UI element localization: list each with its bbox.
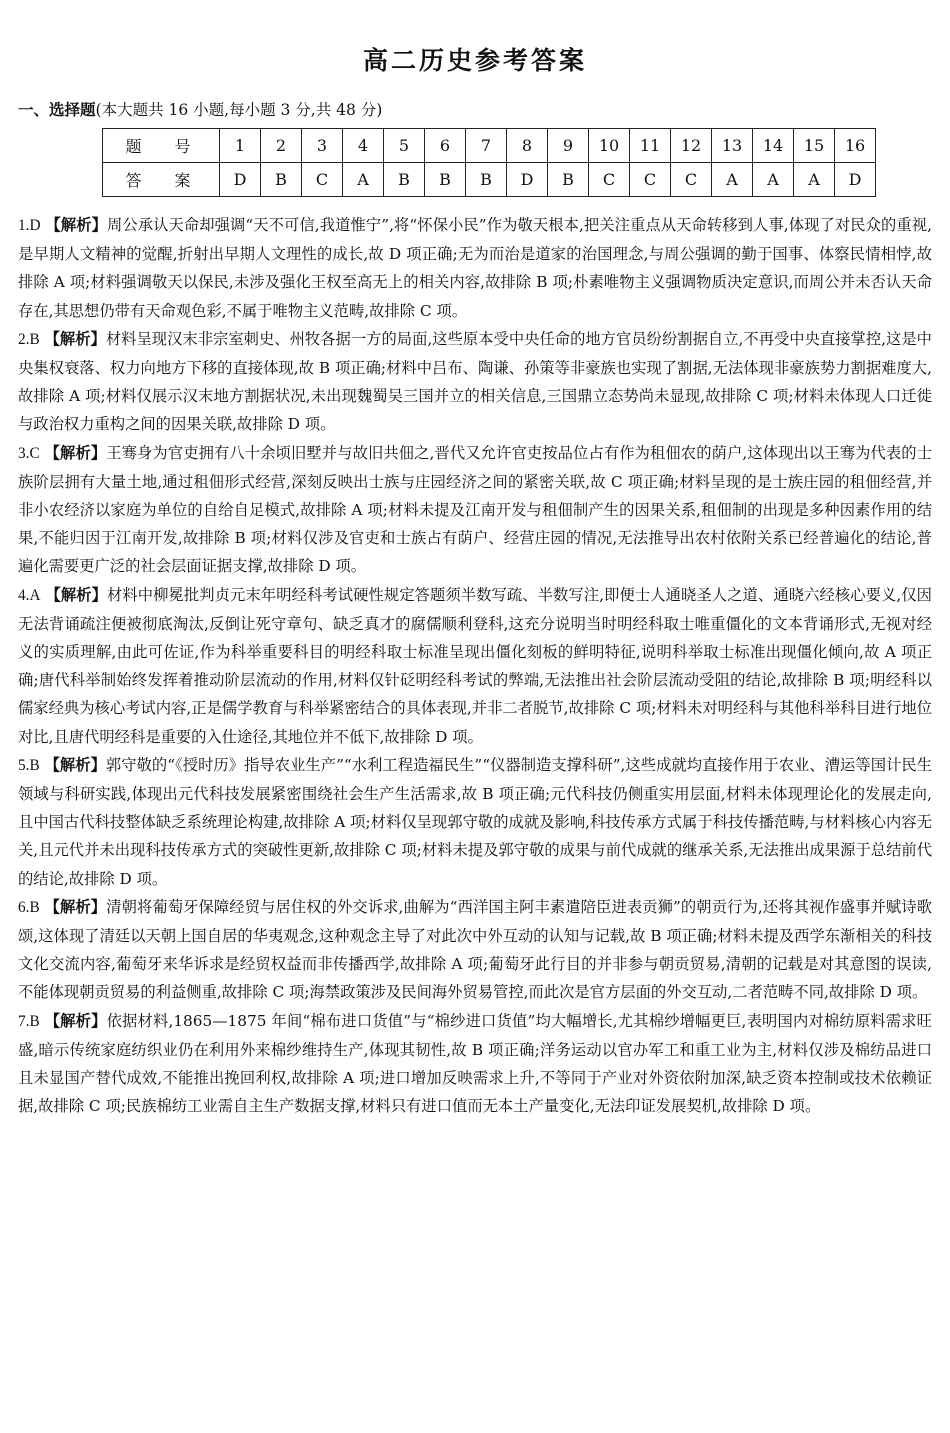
question-number: 16 bbox=[835, 129, 876, 163]
item-number: 2.B bbox=[18, 330, 40, 348]
analysis-tag: 【解析】 bbox=[44, 1011, 107, 1030]
question-number: 12 bbox=[671, 129, 712, 163]
explanation-text: 清朝将葡萄牙保障经贸与居住权的外交诉求,曲解为“西洋国主阿丰素遣陪臣进表贡狮”的朝贡行为,还将其视作盛事并赋诗歌颂,这体现了清廷以天朝上国自居的华夷观念,这种观念主导了对此次中外互动的认知与记载,故 B 项正确;材料未提及西学东渐相关的科技文化交流内容,葡萄牙来华诉求是经贸权益而非传播西学,故排除 A 项;葡萄牙此行目的并非参与朝贡贸易,清朝的记载是对其意图的误读,不能体现朝贡贸易的利益侧重,故排除 C 项;海禁政策涉及民间海外贸易管控,而此次是官方层面的外交互动,二者范畴不同,故排除 D 项。 bbox=[18, 897, 932, 1002]
item-number: 6.B bbox=[18, 898, 40, 916]
section-heading: 一、选择题 bbox=[18, 101, 96, 119]
analysis-tag: 【解析】 bbox=[44, 443, 107, 462]
answer-cell: C bbox=[671, 163, 712, 197]
answer-cell: B bbox=[261, 163, 302, 197]
explanation-item bbox=[18, 211, 932, 325]
question-number: 14 bbox=[753, 129, 794, 163]
explanation-text: 周公承认天命却强调“天不可信,我道惟宁”,将“怀保小民”作为敬天根本,把关注重点从天命转移到人事,体现了对民众的重视,是早期人文精神的觉醒,折射出早期人文理性的成长,故 D 项正确;无为而治是道家的治国理念,与周公强调的勤于国事、体察民情相悖,故排除 A 项;材料强调敬天以保民,未涉及强化王权至高无上的相关内容,故排除 B 项;朴素唯物主义强调物质决定意识,而周公并未否认天命存在,其思想仍带有天命观色彩,不属于唯物主义范畴,故排除 C 项。 bbox=[18, 216, 932, 320]
explanation-text: 王骞身为官吏拥有八十余顷旧墅并与故旧共佃之,晋代又允许官吏按品位占有作为租佃农的荫户,这体现出以王骞为代表的士族阶层拥有大量土地,通过租佃形式经营,深刻反映出士族与庄园经济之间的紧密关联,故 C 项正确;材料呈现的是士族庄园的租佃经营,并非小农经济以家庭为单位的自给自足模式,故排除 A 项;材料未提及江南开发与租佃制产生的因果关系,租佃制的出现是多种因素作用的结果,不能归因于江南开发,故排除 B 项;材料仅涉及官吏和士族占有荫户、经营庄园的情况,无法推导出农村依附关系已经普遍化的结论,普遍化需要更广泛的社会层面证据支撑,故排除 D 项。 bbox=[18, 443, 932, 576]
answer-cell: D bbox=[220, 163, 261, 197]
explanation-item bbox=[18, 325, 932, 439]
question-number: 9 bbox=[548, 129, 589, 163]
item-number: 5.B bbox=[18, 756, 40, 774]
row-label-answers: 答 案 bbox=[103, 163, 220, 197]
item-number: 4.A bbox=[18, 586, 41, 604]
explanation-item bbox=[18, 581, 932, 751]
table-row-answers bbox=[103, 163, 876, 197]
page-title: 高二历史参考答案 bbox=[362, 46, 587, 75]
answer-cell: A bbox=[343, 163, 384, 197]
explanation-item bbox=[18, 751, 932, 893]
section-header bbox=[18, 100, 932, 120]
question-number: 10 bbox=[589, 129, 630, 163]
question-number: 3 bbox=[302, 129, 343, 163]
answer-cell: B bbox=[466, 163, 507, 197]
answer-cell: A bbox=[753, 163, 794, 197]
item-number: 1.D bbox=[18, 217, 41, 234]
answer-cell: C bbox=[589, 163, 630, 197]
answer-table bbox=[102, 128, 876, 197]
row-label-numbers: 题 号 bbox=[103, 129, 220, 163]
section-note: (本大题共 16 小题,每小题 3 分,共 48 分) bbox=[95, 101, 383, 119]
question-number: 11 bbox=[630, 129, 671, 163]
table-row-numbers bbox=[103, 129, 876, 163]
answer-cell: B bbox=[548, 163, 589, 197]
analysis-tag: 【解析】 bbox=[44, 329, 106, 348]
question-number: 15 bbox=[794, 129, 835, 163]
answer-cell: D bbox=[835, 163, 876, 197]
item-number: 3.C bbox=[18, 444, 40, 462]
analysis-tag: 【解析】 bbox=[44, 755, 106, 774]
explanation-item bbox=[18, 1007, 932, 1121]
analysis-tag: 【解析】 bbox=[44, 897, 107, 916]
question-number: 4 bbox=[343, 129, 384, 163]
question-number: 7 bbox=[466, 129, 507, 163]
answer-cell: B bbox=[425, 163, 466, 197]
answer-cell: D bbox=[507, 163, 548, 197]
item-number: 7.B bbox=[18, 1012, 40, 1030]
question-number: 13 bbox=[712, 129, 753, 163]
question-number: 2 bbox=[261, 129, 302, 163]
explanation-list bbox=[18, 211, 932, 1121]
answer-cell: B bbox=[384, 163, 425, 197]
analysis-tag: 【解析】 bbox=[45, 585, 108, 604]
question-number: 8 bbox=[507, 129, 548, 163]
explanation-text: 郭守敬的“《授时历》指导农业生产”“水利工程造福民生”“仪器制造支撑科研”,这些成就均直接作用于农业、漕运等国计民生领域与科研实践,体现出元代科技发展紧密围绕社会生产生活需求,故 B 项正确;元代科技仍侧重实用层面,材料未体现理论化的发展走向,且中国古代科技整体缺乏系统理论构建,故排除 A 项;材料仅呈现郭守敬的成就及影响,科技传承方式属于科技传播范畴,与材料核心内容无关,且元代并未出现科技传承方式的突破性更新,故排除 C 项;材料未提及郭守敬的成果与前代成就的继承关系,无法推出成果源于总结前代的结论,故排除 D 项。 bbox=[18, 755, 932, 888]
explanation-text: 依据材料,1865—1875 年间“棉布进口货值”与“棉纱进口货值”均大幅增长,尤其棉纱增幅更巨,表明国内对棉纺原料需求旺盛,暗示传统家庭纺织业仍在利用外来棉纱维持生产,体现其韧性,故 B 项正确;洋务运动以官办军工和重工业为主,材料仅涉及棉纺品进口且未显国产替代成效,不能推出挽回利权,故排除 A 项;进口增加反映需求上升,不等同于产业对外资依附加深,缺乏资本控制或技术依赖证据,故排除 C 项;民族棉纺工业需自主生产数据支撑,材料只有进口值而无本土产量变化,无法印证发展契机,故排除 D 项。 bbox=[18, 1011, 932, 1116]
explanation-item bbox=[18, 893, 932, 1007]
answer-cell: C bbox=[302, 163, 343, 197]
explanation-text: 材料中柳冕批判贞元末年明经科考试硬性规定答题须半数写疏、半数写注,即便士人通晓圣人之道、通晓六经核心要义,仅因无法背诵疏注便被彻底淘汰,反倒让死守章句、缺乏真才的腐儒顺利登科,这充分说明当时明经科取士唯重僵化的文本背诵形式,无视对经义的实质理解,由此可佐证,作为科举重要科目的明经科取士标准呈现出僵化刻板的鲜明特征,说明科举取士标准出现僵化倾向,故 A 项正确;唐代科举制始终发挥着推动阶层流动的作用,材料仅针砭明经科考试的弊端,无法推出社会阶层流动受阻的结论,故排除 B 项;明经科以儒家经典为核心考试内容,正是儒学教育与科举紧密结合的具体表现,并非二者脱节,故排除 C 项;材料未对明经科与其他科举科目进行地位对比,且唐代明经科是重要的入仕途径,其地位并不低下,故排除 D 项。 bbox=[18, 585, 932, 746]
question-number: 1 bbox=[220, 129, 261, 163]
answer-cell: C bbox=[630, 163, 671, 197]
answer-cell: A bbox=[794, 163, 835, 197]
question-number: 6 bbox=[425, 129, 466, 163]
explanation-text: 材料呈现汉末非宗室刺史、州牧各据一方的局面,这些原本受中央任命的地方官员纷纷割据自立,不再受中央直接掌控,这是中央集权衰落、权力向地方下移的直接体现,故 B 项正确;材料中吕布、陶谦、孙策等非豪族也实现了割据,无法体现非豪族势力割据难度大,故排除 A 项;材料仅展示汉末地方割据状况,未出现魏蜀吴三国并立的相关信息,三国鼎立态势尚未显现,故排除 C 项;材料未体现人口迁徙与政治权力重构之间的因果关联,故排除 D 项。 bbox=[18, 329, 932, 434]
analysis-tag: 【解析】 bbox=[45, 216, 107, 234]
answer-cell: A bbox=[712, 163, 753, 197]
question-number: 5 bbox=[384, 129, 425, 163]
explanation-item bbox=[18, 439, 932, 581]
